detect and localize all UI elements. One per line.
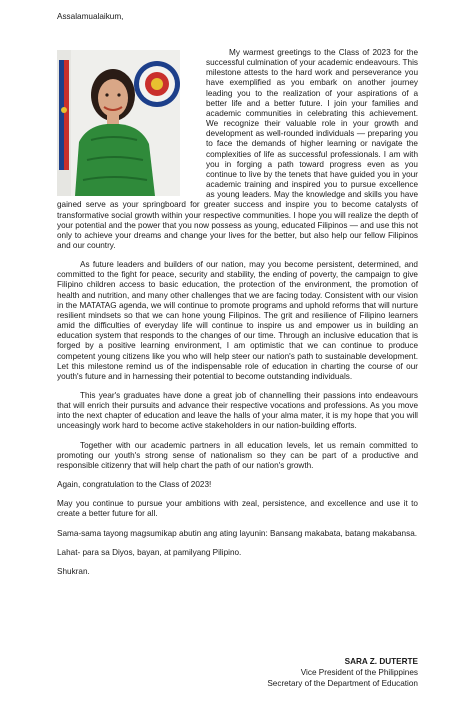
- closing-line-5: Shukran.: [57, 566, 90, 576]
- closing-line-2: May you continue to pursue your ambitions with zeal, persistence, and excellence and use it to create a better future for all.: [57, 499, 418, 519]
- closing-line-1: Again, congratulation to the Class of 2023!: [57, 480, 212, 490]
- portrait-photo: [57, 50, 180, 196]
- paragraph-4: Together with our academic partners in all education levels, let us remain committed to promoting our youth's strong sense of nationalism so they can be part of a productive and responsible citizenry that will help chart the path of our nation's growth.: [57, 440, 418, 470]
- signatory-title-1: Vice President of the Philippines: [300, 668, 418, 677]
- closing-line-4: Lahat- para sa Diyos, bayan, at pamilyang Pilipino.: [57, 547, 242, 557]
- letter-body: [57, 48, 418, 586]
- closing-line-3: Sama-sama tayong magsumikap abutin ang ating layunin: Bansang makabata, batang makabansa.: [57, 528, 418, 538]
- portrait-illustration: [57, 50, 180, 196]
- paragraph-3: This year's graduates have done a great job of channelling their passions into endeavours that will enrich their pursuits and advance their respective vocations and professions. As you move into the next chapter of education and leave the halls of your alma mater, it is my hope that you will unceasingly work hard to become active stakeholders in our nation-building efforts.: [57, 391, 418, 431]
- signature-block: [267, 656, 418, 689]
- paragraph-2: As future leaders and builders of our nation, may you become persistent, determined, and committed to the fight for peace, security and stability, the ending of poverty, the campaign to give Filipino children access to basic education, the protection of the environment, the promotion of health and nutrition, and many other challenges that we are facing today. Consistent with our vision in the MATATAG agenda, we will continue to promote programs and uphold reforms that will nurture resilient mindsets so that we can hone young Filipinos. The grit and resilience of Filipino learners amid the difficulties of everyday life will continue to inspire us and empower us in building an education system that responds to the changes of our time. Through an inclusive education that is forged by a positive learning environment, I am optimistic that we can continue to produce competent young citizens like you who will help steer our nation's path to sustainable development. Let this milestone remind us of the indispensable role of education in charting the course of our youth's future and in harnessing their potential to become outstanding individuals.: [57, 260, 418, 381]
- paragraph-1: My warmest greetings to the Class of 2023 for the successful culmination of your academic endeavours. This milestone attests to the hard work and perseverance you have exemplified as you embark on another journey leading you to the realization of your aspirations of a better life and a better future. I join your families and academic communities in celebrating this achievement. We recognize their valuable role in your growth and development as well-rounded individuals — preparing you to face the demands of higher learning or navigate the complexities of life as successful professionals. I am with you in forging a path toward progress even as you continue to live by the tenets that have guided you in your academic training and inspired you to pursue excellence as young leaders. May the knowledge and skills you have gained serve as your springboard for greater success and inspire you to become catalysts of transformative social growth within your respective communities. I hope you will realize the depth of your potential and the power that you now possess as young, educated Filipinos — and use this not only to achieve your dreams and change your lives for the better, but also help our fellow Filipinos and our country.: [57, 48, 418, 250]
- signatory-name: SARA Z. DUTERTE: [344, 657, 418, 666]
- signatory-title-2: Secretary of the Department of Education: [267, 679, 418, 688]
- greeting: Assalamualaikum,: [57, 12, 124, 21]
